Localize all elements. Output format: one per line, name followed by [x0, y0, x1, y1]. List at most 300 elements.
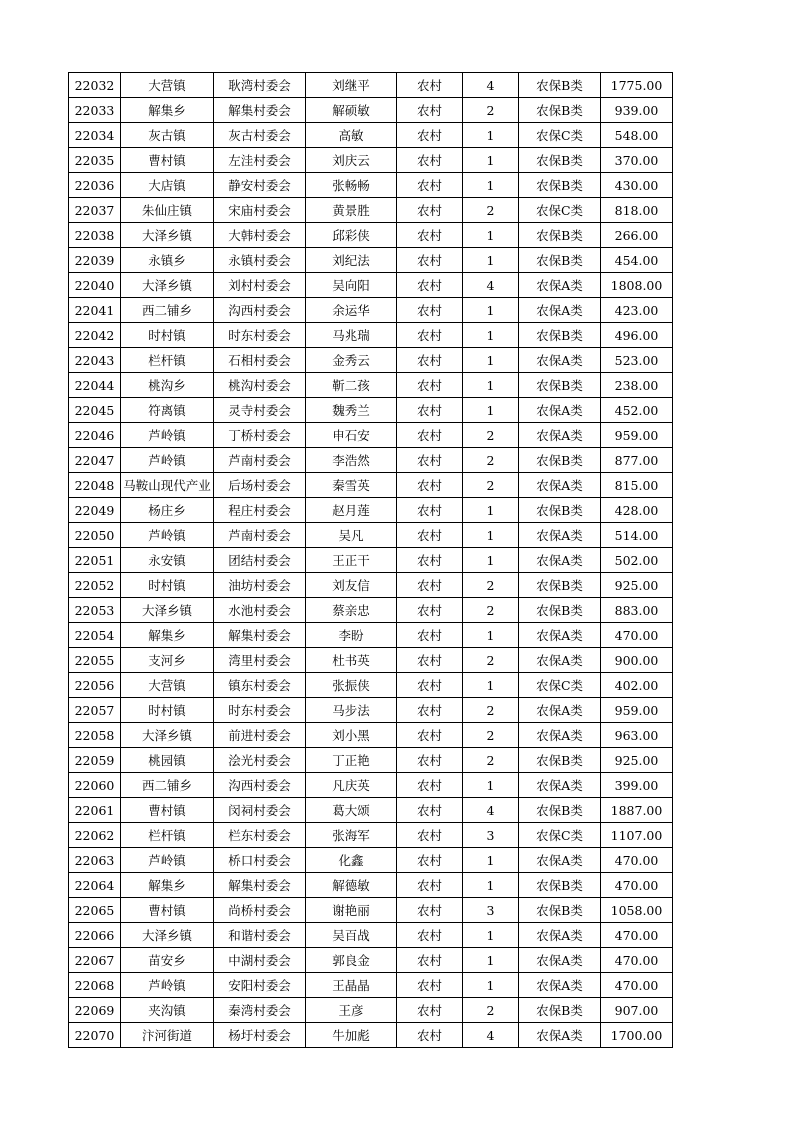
amount-cell: 470.00 — [601, 848, 673, 873]
person-name-cell: 余运华 — [306, 298, 397, 323]
record-id-cell: 22057 — [69, 698, 121, 723]
amount-cell: 502.00 — [601, 548, 673, 573]
amount-cell: 959.00 — [601, 423, 673, 448]
person-name-cell: 赵月莲 — [306, 498, 397, 523]
person-name-cell: 张海军 — [306, 823, 397, 848]
table-row — [69, 123, 673, 148]
record-id-cell: 22041 — [69, 298, 121, 323]
insurance-category-cell: 农保A类 — [519, 348, 601, 373]
record-id-cell: 22040 — [69, 273, 121, 298]
table-row — [69, 673, 673, 698]
amount-cell: 452.00 — [601, 398, 673, 423]
area-type-cell: 农村 — [397, 723, 463, 748]
person-name-cell: 秦雪英 — [306, 473, 397, 498]
person-name-cell: 解德敏 — [306, 873, 397, 898]
area-type-cell: 农村 — [397, 848, 463, 873]
village-cell: 永镇村委会 — [214, 248, 306, 273]
person-name-cell: 金秀云 — [306, 348, 397, 373]
village-cell: 尚桥村委会 — [214, 898, 306, 923]
record-id-cell: 22056 — [69, 673, 121, 698]
table-row — [69, 548, 673, 573]
table-row — [69, 273, 673, 298]
amount-cell: 963.00 — [601, 723, 673, 748]
amount-cell: 399.00 — [601, 773, 673, 798]
town-cell: 芦岭镇 — [121, 448, 214, 473]
village-cell: 灰古村委会 — [214, 123, 306, 148]
amount-cell: 470.00 — [601, 923, 673, 948]
table-row — [69, 473, 673, 498]
insurance-category-cell: 农保A类 — [519, 523, 601, 548]
table-row — [69, 598, 673, 623]
household-count-cell: 1 — [463, 948, 519, 973]
amount-cell: 514.00 — [601, 523, 673, 548]
village-cell: 石相村委会 — [214, 348, 306, 373]
town-cell: 解集乡 — [121, 623, 214, 648]
insurance-category-cell: 农保A类 — [519, 973, 601, 998]
town-cell: 芦岭镇 — [121, 423, 214, 448]
town-cell: 马鞍山现代产业 — [121, 473, 214, 498]
area-type-cell: 农村 — [397, 973, 463, 998]
table-row — [69, 1023, 673, 1048]
area-type-cell: 农村 — [397, 273, 463, 298]
village-cell: 中湖村委会 — [214, 948, 306, 973]
person-name-cell: 吴向阳 — [306, 273, 397, 298]
person-name-cell: 马兆瑞 — [306, 323, 397, 348]
amount-cell: 925.00 — [601, 748, 673, 773]
household-count-cell: 1 — [463, 348, 519, 373]
record-id-cell: 22051 — [69, 548, 121, 573]
town-cell: 栏杆镇 — [121, 823, 214, 848]
town-cell: 大店镇 — [121, 173, 214, 198]
village-cell: 沟西村委会 — [214, 773, 306, 798]
insurance-category-cell: 农保B类 — [519, 323, 601, 348]
records-body — [69, 73, 673, 1048]
insurance-category-cell: 农保B类 — [519, 223, 601, 248]
insurance-category-cell: 农保B类 — [519, 448, 601, 473]
person-name-cell: 刘庆云 — [306, 148, 397, 173]
person-name-cell: 郭良金 — [306, 948, 397, 973]
insurance-category-cell: 农保A类 — [519, 398, 601, 423]
village-cell: 杨圩村委会 — [214, 1023, 306, 1048]
person-name-cell: 魏秀兰 — [306, 398, 397, 423]
amount-cell: 877.00 — [601, 448, 673, 473]
village-cell: 解集村委会 — [214, 873, 306, 898]
table-row — [69, 423, 673, 448]
amount-cell: 883.00 — [601, 598, 673, 623]
village-cell: 丁桥村委会 — [214, 423, 306, 448]
area-type-cell: 农村 — [397, 323, 463, 348]
area-type-cell: 农村 — [397, 998, 463, 1023]
town-cell: 朱仙庄镇 — [121, 198, 214, 223]
town-cell: 大营镇 — [121, 73, 214, 98]
town-cell: 曹村镇 — [121, 898, 214, 923]
insurance-category-cell: 农保A类 — [519, 698, 601, 723]
person-name-cell: 刘继平 — [306, 73, 397, 98]
insurance-category-cell: 农保B类 — [519, 798, 601, 823]
insurance-category-cell: 农保B类 — [519, 598, 601, 623]
person-name-cell: 李浩然 — [306, 448, 397, 473]
person-name-cell: 化鑫 — [306, 848, 397, 873]
household-count-cell: 3 — [463, 898, 519, 923]
village-cell: 宋庙村委会 — [214, 198, 306, 223]
area-type-cell: 农村 — [397, 748, 463, 773]
record-id-cell: 22049 — [69, 498, 121, 523]
household-count-cell: 2 — [463, 573, 519, 598]
area-type-cell: 农村 — [397, 623, 463, 648]
area-type-cell: 农村 — [397, 298, 463, 323]
amount-cell: 496.00 — [601, 323, 673, 348]
village-cell: 大韩村委会 — [214, 223, 306, 248]
person-name-cell: 张畅畅 — [306, 173, 397, 198]
area-type-cell: 农村 — [397, 548, 463, 573]
town-cell: 大泽乡镇 — [121, 223, 214, 248]
person-name-cell: 刘纪法 — [306, 248, 397, 273]
insurance-category-cell: 农保B类 — [519, 498, 601, 523]
amount-cell: 402.00 — [601, 673, 673, 698]
table-row — [69, 773, 673, 798]
person-name-cell: 申石安 — [306, 423, 397, 448]
amount-cell: 939.00 — [601, 98, 673, 123]
person-name-cell: 蔡亲忠 — [306, 598, 397, 623]
table-row — [69, 198, 673, 223]
town-cell: 永镇乡 — [121, 248, 214, 273]
town-cell: 解集乡 — [121, 873, 214, 898]
table-row — [69, 173, 673, 198]
area-type-cell: 农村 — [397, 173, 463, 198]
insurance-category-cell: 农保A类 — [519, 923, 601, 948]
insurance-category-cell: 农保C类 — [519, 823, 601, 848]
town-cell: 芦岭镇 — [121, 973, 214, 998]
area-type-cell: 农村 — [397, 648, 463, 673]
household-count-cell: 1 — [463, 673, 519, 698]
insurance-category-cell: 农保B类 — [519, 148, 601, 173]
area-type-cell: 农村 — [397, 223, 463, 248]
household-count-cell: 1 — [463, 773, 519, 798]
village-cell: 闵祠村委会 — [214, 798, 306, 823]
village-cell: 水池村委会 — [214, 598, 306, 623]
town-cell: 曹村镇 — [121, 148, 214, 173]
town-cell: 西二铺乡 — [121, 773, 214, 798]
town-cell: 曹村镇 — [121, 798, 214, 823]
insurance-category-cell: 农保A类 — [519, 1023, 601, 1048]
amount-cell: 470.00 — [601, 948, 673, 973]
record-id-cell: 22052 — [69, 573, 121, 598]
amount-cell: 1700.00 — [601, 1023, 673, 1048]
record-id-cell: 22038 — [69, 223, 121, 248]
area-type-cell: 农村 — [397, 773, 463, 798]
town-cell: 灰古镇 — [121, 123, 214, 148]
amount-cell: 470.00 — [601, 873, 673, 898]
insurance-category-cell: 农保A类 — [519, 273, 601, 298]
household-count-cell: 1 — [463, 323, 519, 348]
person-name-cell: 王晶晶 — [306, 973, 397, 998]
amount-cell: 1887.00 — [601, 798, 673, 823]
person-name-cell: 谢艳丽 — [306, 898, 397, 923]
insurance-category-cell: 农保B类 — [519, 73, 601, 98]
record-id-cell: 22066 — [69, 923, 121, 948]
table-row — [69, 623, 673, 648]
table-row — [69, 723, 673, 748]
village-cell: 解集村委会 — [214, 623, 306, 648]
person-name-cell: 王彦 — [306, 998, 397, 1023]
record-id-cell: 22060 — [69, 773, 121, 798]
record-id-cell: 22054 — [69, 623, 121, 648]
area-type-cell: 农村 — [397, 198, 463, 223]
person-name-cell: 张振侠 — [306, 673, 397, 698]
table-row — [69, 323, 673, 348]
town-cell: 芦岭镇 — [121, 523, 214, 548]
area-type-cell: 农村 — [397, 573, 463, 598]
household-count-cell: 2 — [463, 448, 519, 473]
record-id-cell: 22033 — [69, 98, 121, 123]
table-row — [69, 648, 673, 673]
table-row — [69, 73, 673, 98]
town-cell: 时村镇 — [121, 573, 214, 598]
village-cell: 团结村委会 — [214, 548, 306, 573]
village-cell: 栏东村委会 — [214, 823, 306, 848]
table-row — [69, 898, 673, 923]
insurance-category-cell: 农保A类 — [519, 473, 601, 498]
person-name-cell: 马步法 — [306, 698, 397, 723]
village-cell: 芦南村委会 — [214, 448, 306, 473]
amount-cell: 370.00 — [601, 148, 673, 173]
area-type-cell: 农村 — [397, 698, 463, 723]
village-cell: 左洼村委会 — [214, 148, 306, 173]
town-cell: 汴河街道 — [121, 1023, 214, 1048]
table-row — [69, 573, 673, 598]
table-row — [69, 948, 673, 973]
town-cell: 符离镇 — [121, 398, 214, 423]
town-cell: 永安镇 — [121, 548, 214, 573]
village-cell: 时东村委会 — [214, 698, 306, 723]
table-row — [69, 698, 673, 723]
record-id-cell: 22068 — [69, 973, 121, 998]
household-count-cell: 2 — [463, 998, 519, 1023]
record-id-cell: 22034 — [69, 123, 121, 148]
town-cell: 夹沟镇 — [121, 998, 214, 1023]
household-count-cell: 1 — [463, 923, 519, 948]
insurance-category-cell: 农保A类 — [519, 548, 601, 573]
town-cell: 桃园镇 — [121, 748, 214, 773]
village-cell: 前进村委会 — [214, 723, 306, 748]
household-count-cell: 1 — [463, 623, 519, 648]
household-count-cell: 2 — [463, 473, 519, 498]
record-id-cell: 22032 — [69, 73, 121, 98]
amount-cell: 959.00 — [601, 698, 673, 723]
household-count-cell: 2 — [463, 648, 519, 673]
insurance-category-cell: 农保A类 — [519, 723, 601, 748]
village-cell: 刘村村委会 — [214, 273, 306, 298]
record-id-cell: 22043 — [69, 348, 121, 373]
area-type-cell: 农村 — [397, 823, 463, 848]
table-row — [69, 523, 673, 548]
person-name-cell: 解硕敏 — [306, 98, 397, 123]
household-count-cell: 1 — [463, 498, 519, 523]
table-row — [69, 98, 673, 123]
town-cell: 苗安乡 — [121, 948, 214, 973]
area-type-cell: 农村 — [397, 423, 463, 448]
amount-cell: 470.00 — [601, 973, 673, 998]
records-table — [68, 72, 673, 1048]
amount-cell: 1058.00 — [601, 898, 673, 923]
insurance-category-cell: 农保B类 — [519, 573, 601, 598]
amount-cell: 907.00 — [601, 998, 673, 1023]
record-id-cell: 22035 — [69, 148, 121, 173]
village-cell: 桃沟村委会 — [214, 373, 306, 398]
record-id-cell: 22058 — [69, 723, 121, 748]
person-name-cell: 葛大颂 — [306, 798, 397, 823]
town-cell: 大泽乡镇 — [121, 723, 214, 748]
amount-cell: 470.00 — [601, 623, 673, 648]
area-type-cell: 农村 — [397, 523, 463, 548]
insurance-category-cell: 农保C类 — [519, 673, 601, 698]
amount-cell: 815.00 — [601, 473, 673, 498]
area-type-cell: 农村 — [397, 673, 463, 698]
record-id-cell: 22064 — [69, 873, 121, 898]
household-count-cell: 1 — [463, 848, 519, 873]
village-cell: 后场村委会 — [214, 473, 306, 498]
amount-cell: 454.00 — [601, 248, 673, 273]
village-cell: 时东村委会 — [214, 323, 306, 348]
household-count-cell: 1 — [463, 298, 519, 323]
amount-cell: 900.00 — [601, 648, 673, 673]
insurance-category-cell: 农保C类 — [519, 123, 601, 148]
area-type-cell: 农村 — [397, 873, 463, 898]
person-name-cell: 杜书英 — [306, 648, 397, 673]
village-cell: 程庄村委会 — [214, 498, 306, 523]
area-type-cell: 农村 — [397, 923, 463, 948]
household-count-cell: 4 — [463, 1023, 519, 1048]
amount-cell: 428.00 — [601, 498, 673, 523]
village-cell: 秦湾村委会 — [214, 998, 306, 1023]
insurance-category-cell: 农保B类 — [519, 748, 601, 773]
household-count-cell: 1 — [463, 248, 519, 273]
village-cell: 桥口村委会 — [214, 848, 306, 873]
amount-cell: 818.00 — [601, 198, 673, 223]
insurance-category-cell: 农保B类 — [519, 248, 601, 273]
area-type-cell: 农村 — [397, 498, 463, 523]
insurance-category-cell: 农保B类 — [519, 873, 601, 898]
town-cell: 时村镇 — [121, 323, 214, 348]
area-type-cell: 农村 — [397, 473, 463, 498]
insurance-category-cell: 农保A类 — [519, 773, 601, 798]
person-name-cell: 吴凡 — [306, 523, 397, 548]
record-id-cell: 22050 — [69, 523, 121, 548]
household-count-cell: 1 — [463, 173, 519, 198]
insurance-category-cell: 农保A类 — [519, 848, 601, 873]
record-id-cell: 22046 — [69, 423, 121, 448]
person-name-cell: 吴百战 — [306, 923, 397, 948]
insurance-category-cell: 农保B类 — [519, 998, 601, 1023]
area-type-cell: 农村 — [397, 148, 463, 173]
household-count-cell: 1 — [463, 548, 519, 573]
village-cell: 和谐村委会 — [214, 923, 306, 948]
household-count-cell: 1 — [463, 973, 519, 998]
table-row — [69, 748, 673, 773]
household-count-cell: 1 — [463, 523, 519, 548]
area-type-cell: 农村 — [397, 73, 463, 98]
village-cell: 灵寺村委会 — [214, 398, 306, 423]
person-name-cell: 牛加彪 — [306, 1023, 397, 1048]
insurance-category-cell: 农保B类 — [519, 898, 601, 923]
household-count-cell: 3 — [463, 823, 519, 848]
table-row — [69, 823, 673, 848]
table-row — [69, 848, 673, 873]
area-type-cell: 农村 — [397, 373, 463, 398]
table-row — [69, 798, 673, 823]
record-id-cell: 22065 — [69, 898, 121, 923]
table-row — [69, 348, 673, 373]
household-count-cell: 1 — [463, 123, 519, 148]
household-count-cell: 4 — [463, 73, 519, 98]
record-id-cell: 22070 — [69, 1023, 121, 1048]
household-count-cell: 2 — [463, 748, 519, 773]
record-id-cell: 22062 — [69, 823, 121, 848]
amount-cell: 523.00 — [601, 348, 673, 373]
household-count-cell: 2 — [463, 423, 519, 448]
town-cell: 大泽乡镇 — [121, 598, 214, 623]
town-cell: 西二铺乡 — [121, 298, 214, 323]
town-cell: 大泽乡镇 — [121, 273, 214, 298]
town-cell: 大营镇 — [121, 673, 214, 698]
household-count-cell: 1 — [463, 223, 519, 248]
insurance-category-cell: 农保A类 — [519, 423, 601, 448]
amount-cell: 1808.00 — [601, 273, 673, 298]
person-name-cell: 凡庆英 — [306, 773, 397, 798]
area-type-cell: 农村 — [397, 448, 463, 473]
household-count-cell: 2 — [463, 198, 519, 223]
village-cell: 油坊村委会 — [214, 573, 306, 598]
village-cell: 镇东村委会 — [214, 673, 306, 698]
insurance-category-cell: 农保A类 — [519, 948, 601, 973]
household-count-cell: 1 — [463, 398, 519, 423]
table-row — [69, 223, 673, 248]
person-name-cell: 刘小黑 — [306, 723, 397, 748]
insurance-category-cell: 农保A类 — [519, 648, 601, 673]
person-name-cell: 黄景胜 — [306, 198, 397, 223]
table-row — [69, 873, 673, 898]
insurance-category-cell: 农保B类 — [519, 373, 601, 398]
record-id-cell: 22061 — [69, 798, 121, 823]
household-count-cell: 1 — [463, 373, 519, 398]
town-cell: 栏杆镇 — [121, 348, 214, 373]
insurance-category-cell: 农保C类 — [519, 198, 601, 223]
table-row — [69, 923, 673, 948]
household-count-cell: 4 — [463, 273, 519, 298]
person-name-cell: 高敏 — [306, 123, 397, 148]
village-cell: 解集村委会 — [214, 98, 306, 123]
household-count-cell: 2 — [463, 98, 519, 123]
record-id-cell: 22037 — [69, 198, 121, 223]
area-type-cell: 农村 — [397, 1023, 463, 1048]
area-type-cell: 农村 — [397, 798, 463, 823]
table-row — [69, 998, 673, 1023]
table-row — [69, 298, 673, 323]
amount-cell: 266.00 — [601, 223, 673, 248]
household-count-cell: 2 — [463, 698, 519, 723]
village-cell: 静安村委会 — [214, 173, 306, 198]
area-type-cell: 农村 — [397, 948, 463, 973]
amount-cell: 238.00 — [601, 373, 673, 398]
area-type-cell: 农村 — [397, 248, 463, 273]
amount-cell: 430.00 — [601, 173, 673, 198]
village-cell: 安阳村委会 — [214, 973, 306, 998]
table-row — [69, 448, 673, 473]
area-type-cell: 农村 — [397, 398, 463, 423]
record-id-cell: 22044 — [69, 373, 121, 398]
amount-cell: 1107.00 — [601, 823, 673, 848]
table-row — [69, 498, 673, 523]
